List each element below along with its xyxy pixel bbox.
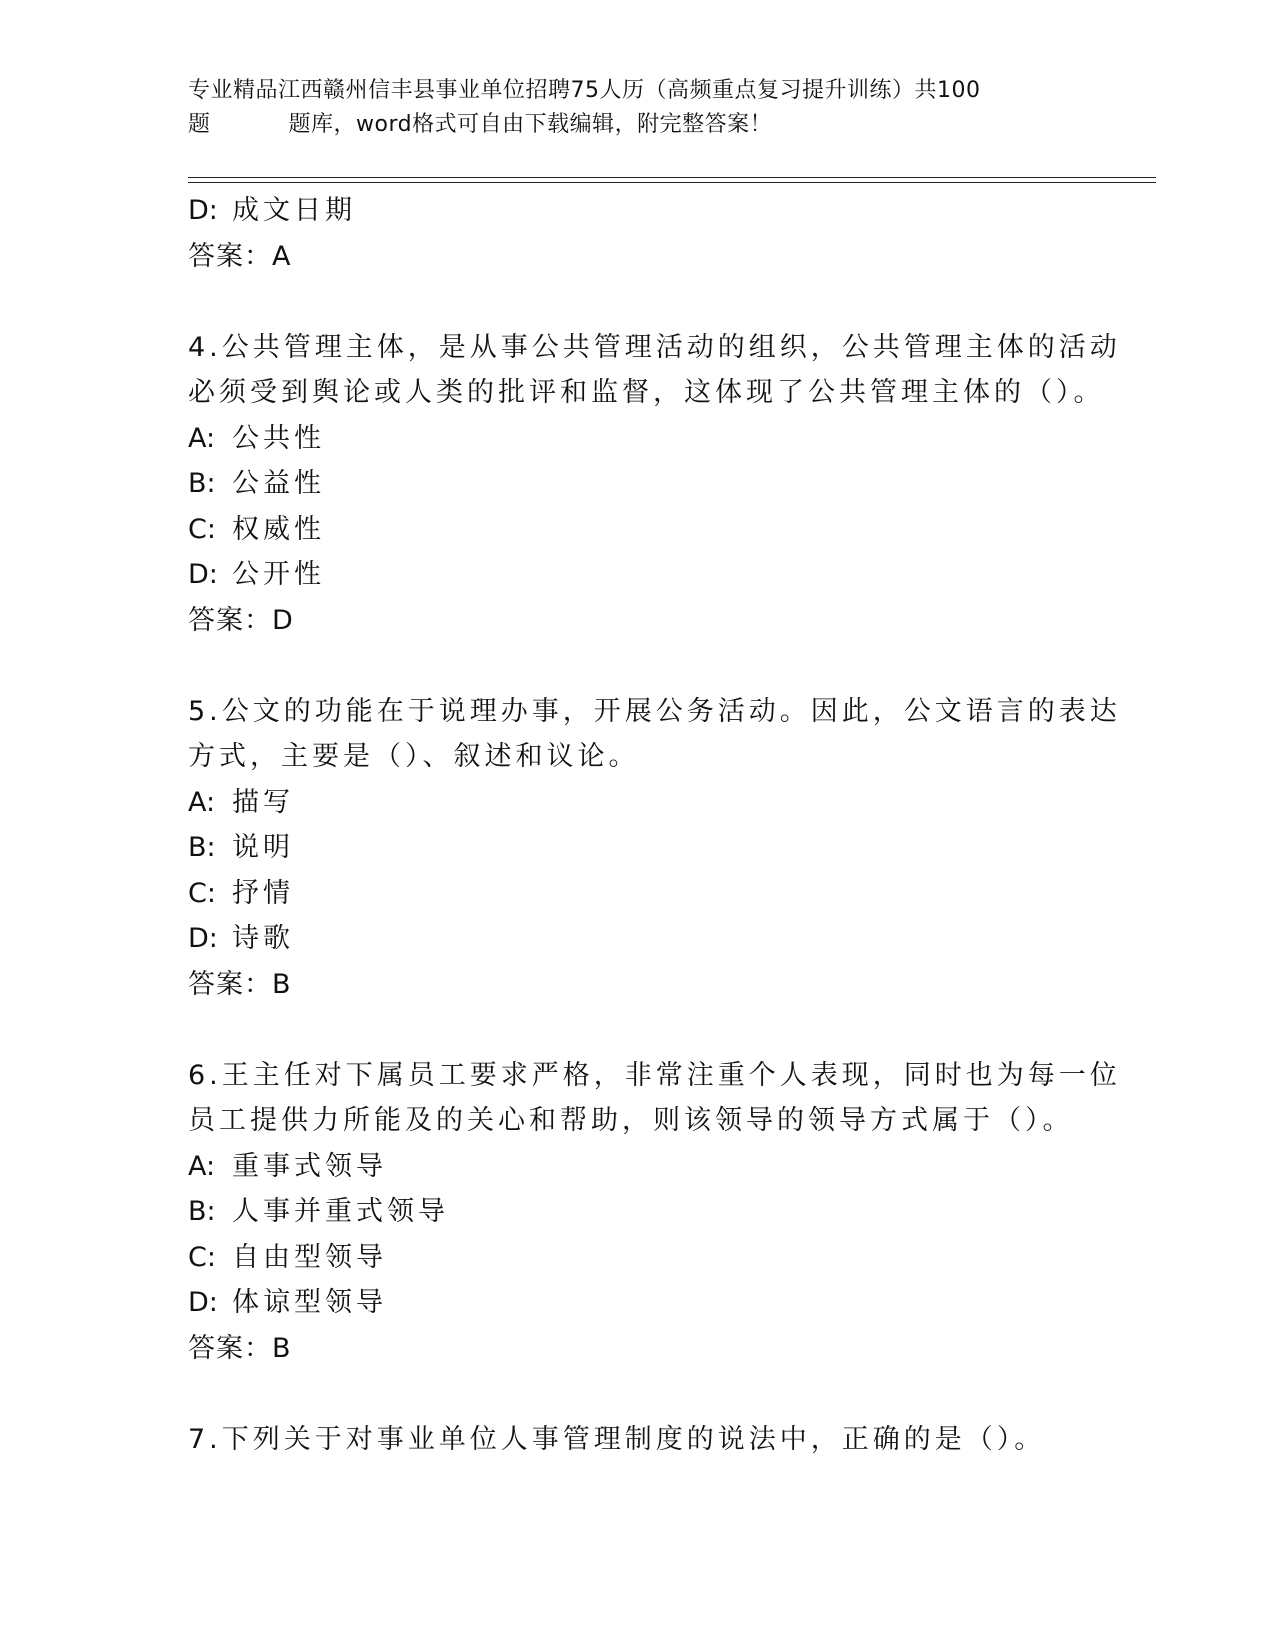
header-divider-bottom (188, 182, 1156, 183)
answer-prev: 答案：A (188, 240, 292, 272)
option-key: B: (188, 832, 216, 863)
question-text-line: 必须受到舆论或人类的批评和监督，这体现了公共管理主体的（）。 (188, 377, 1105, 408)
header-title-line2-left: 题 (188, 112, 211, 137)
answer: 答案：B (188, 1332, 292, 1364)
option-key: C: (188, 1241, 216, 1273)
question-5 (188, 689, 1121, 1008)
option-text: 诗歌 (232, 923, 294, 954)
option-text: 体谅型领导 (232, 1287, 387, 1318)
option-d (188, 552, 1088, 598)
option-key: A: (188, 786, 216, 818)
option-key: D: (188, 195, 218, 226)
document-header (188, 74, 1088, 142)
question-text-line: 4.公共管理主体，是从事公共管理活动的组织，公共管理主体的活动 (188, 331, 1121, 363)
answer: 答案：D (188, 604, 294, 636)
option-key: A: (188, 1150, 216, 1182)
answer: 答案：B (188, 968, 292, 1000)
option-c (188, 507, 1088, 553)
option-key: C: (188, 877, 216, 909)
question-text-line: 员工提供力所能及的关心和帮助，则该领导的领导方式属于（）。 (188, 1105, 1074, 1136)
option-text: 人事并重式领导 (232, 1196, 449, 1227)
question-text-line: 方式，主要是（）、叙述和议论。 (188, 741, 640, 772)
question-6 (188, 1053, 1121, 1372)
option-key: C: (188, 513, 216, 545)
question-content (188, 188, 1121, 1462)
option-d-prev (188, 188, 1088, 234)
option-key: A: (188, 422, 216, 454)
option-key: B: (188, 1196, 216, 1227)
question-7 (188, 1417, 1088, 1463)
option-key: D: (188, 559, 218, 590)
header-divider-top (188, 177, 1156, 178)
header-title-line1: 专业精品江西赣州信丰县事业单位招聘75人历（高频重点复习提升训练）共100 (188, 78, 981, 103)
option-a (188, 416, 1088, 462)
question-4 (188, 325, 1121, 644)
option-key: D: (188, 1287, 218, 1318)
option-d (188, 916, 1088, 962)
option-key: B: (188, 468, 216, 499)
question-text-line: 6.王主任对下属员工要求严格，非常注重个人表现，同时也为每一位 (188, 1059, 1121, 1091)
option-text: 权威性 (232, 513, 325, 545)
option-c (188, 1235, 1088, 1281)
question-text-line: 5.公文的功能在于说理办事，开展公务活动。因此，公文语言的表达 (188, 695, 1121, 727)
option-text: 说明 (232, 832, 294, 863)
option-b (188, 825, 1088, 871)
option-text: 公开性 (232, 559, 325, 590)
option-text: 成文日期 (232, 195, 356, 226)
question-text-line: 7.下列关于对事业单位人事管理制度的说法中，正确的是（）。 (188, 1423, 1046, 1455)
option-text: 自由型领导 (232, 1241, 387, 1273)
option-d (188, 1280, 1088, 1326)
header-title-line2-right: 题库，word格式可自由下载编辑，附完整答案！ (288, 112, 773, 137)
option-text: 重事式领导 (232, 1150, 387, 1182)
option-text: 抒情 (232, 877, 294, 909)
header-title-line2 (188, 108, 1088, 142)
option-key: D: (188, 923, 218, 954)
option-a (188, 780, 1088, 826)
option-text: 公共性 (232, 422, 325, 454)
option-text: 公益性 (232, 468, 325, 499)
option-a (188, 1144, 1088, 1190)
option-text: 描写 (232, 786, 294, 818)
option-c (188, 871, 1088, 917)
option-b (188, 1189, 1088, 1235)
option-b (188, 461, 1088, 507)
